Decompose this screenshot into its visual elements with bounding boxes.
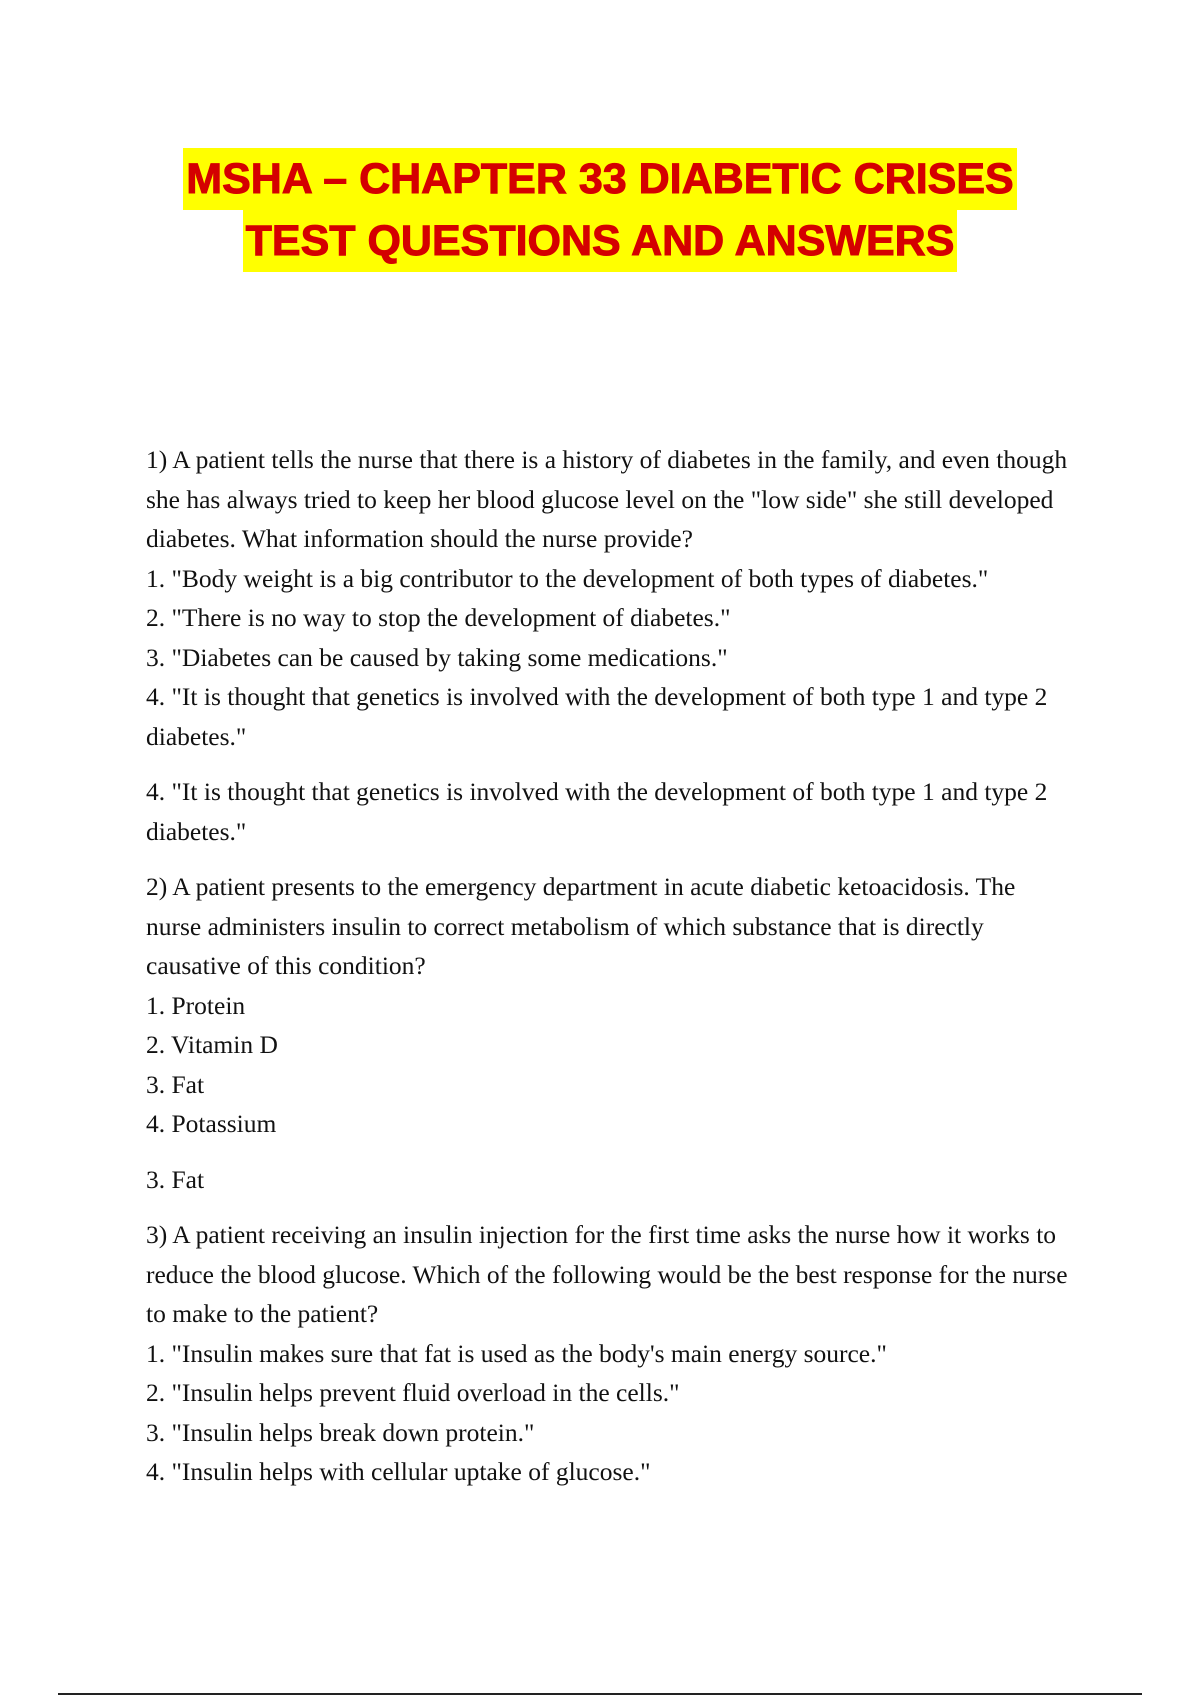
- correct-answer: 4. "It is thought that genetics is involved with the development of both type 1 and type 2 diabetes.": [146, 777, 1048, 846]
- answer-option: 3. Fat: [146, 1069, 205, 1099]
- question-1: [146, 440, 1076, 851]
- answer-option: 1. Protein: [146, 990, 246, 1020]
- answer-option: 1. "Insulin makes sure that fat is used as the body's main energy source.": [146, 1338, 887, 1368]
- question-2: [146, 867, 1076, 1199]
- answer-option: 3. "Insulin helps break down protein.": [146, 1417, 535, 1447]
- answer-option: 2. "Insulin helps prevent fluid overload in the cells.": [146, 1378, 680, 1407]
- document-title: [0, 148, 1200, 272]
- footer-divider: [58, 1693, 1142, 1695]
- correct-answer: 3. Fat: [146, 1164, 205, 1194]
- answer-option: 1. "Body weight is a big contributor to the development of both types of diabetes.": [146, 563, 989, 593]
- question-stem: 3) A patient receiving an insulin injection for the first time asks the nurse how it works to reduce the blood glucose. Which of the following would be the best response for the nurse to make to the patient?: [146, 1220, 1068, 1328]
- answer-option: 4. "Insulin helps with cellular uptake of glucose.": [146, 1457, 651, 1486]
- answer-option: 2. "There is no way to stop the development of diabetes.": [146, 603, 731, 632]
- answer-option: 3. "Diabetes can be caused by taking some medications.": [146, 642, 728, 672]
- answer-option: 4. "It is thought that genetics is involved with the development of both type 1 and type 2 diabetes.": [146, 682, 1048, 751]
- question-list: [146, 440, 1076, 1492]
- question-stem: 1) A patient tells the nurse that there is a history of diabetes in the family, and even though she has always tried to keep her blood glucose level on the "low side" she still developed diabetes. What information should the nurse provide?: [146, 445, 1068, 553]
- title-line-2: TEST QUESTIONS AND ANSWERS: [243, 210, 958, 272]
- question-stem: 2) A patient presents to the emergency department in acute diabetic ketoacidosis. The nurse administers insulin to correct metabolism of which substance that is directly causative of this condition?: [146, 872, 1016, 980]
- answer-option: 2. Vitamin D: [146, 1030, 278, 1059]
- question-3: [146, 1215, 1076, 1492]
- title-line-1: MSHA – CHAPTER 33 DIABETIC CRISES: [183, 148, 1016, 210]
- answer-option: 4. Potassium: [146, 1109, 277, 1138]
